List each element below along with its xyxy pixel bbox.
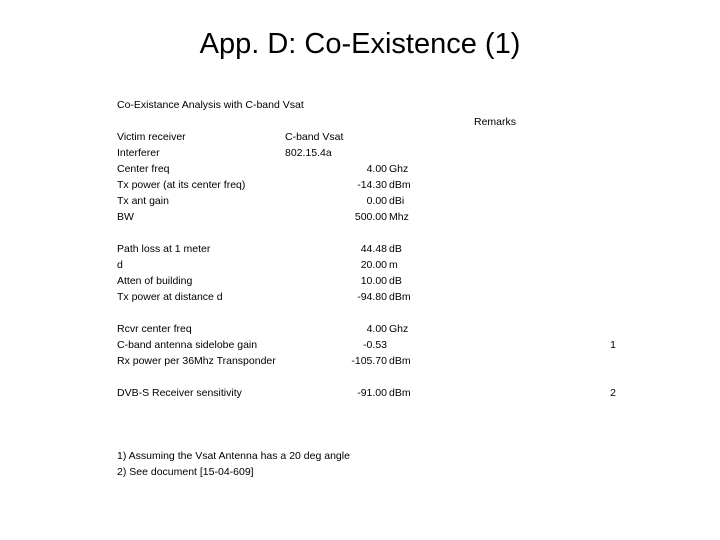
row-ref-receiver-sensitivity: 2 bbox=[610, 387, 616, 399]
remarks-header: Remarks bbox=[474, 116, 517, 128]
row-unit-distance: m bbox=[389, 259, 398, 271]
row-unit-center-freq: Ghz bbox=[389, 163, 409, 175]
row-value-rx-power: -105.70 bbox=[351, 355, 387, 367]
row-label-receiver-sensitivity: DVB-S Receiver sensitivity bbox=[117, 387, 242, 399]
row-label-interferer: Interferer bbox=[117, 147, 160, 159]
row-ref-sidelobe-gain: 1 bbox=[610, 339, 616, 351]
row-value-victim-receiver: C-band Vsat bbox=[285, 131, 344, 143]
row-label-victim-receiver: Victim receiver bbox=[117, 131, 186, 143]
row-unit-receiver-sensitivity: dBm bbox=[389, 387, 411, 399]
row-label-rcvr-center-freq: Rcvr center freq bbox=[117, 323, 192, 335]
row-unit-building-attenuation: dB bbox=[389, 275, 402, 287]
row-label-bw: BW bbox=[117, 211, 134, 223]
row-unit-rcvr-center-freq: Ghz bbox=[389, 323, 409, 335]
footnote-2: 2) See document [15-04-609] bbox=[117, 466, 254, 478]
row-value-rcvr-center-freq: 4.00 bbox=[366, 323, 387, 335]
row-unit-tx-power-at-distance: dBm bbox=[389, 291, 411, 303]
row-label-rx-power: Rx power per 36Mhz Transponder bbox=[117, 355, 276, 367]
row-unit-path-loss: dB bbox=[389, 243, 402, 255]
table-heading: Co-Existance Analysis with C-band Vsat bbox=[117, 99, 304, 111]
row-unit-rx-power: dBm bbox=[389, 355, 411, 367]
row-label-building-attenuation: Atten of building bbox=[117, 275, 193, 287]
slide-title: App. D: Co-Existence (1) bbox=[199, 28, 521, 60]
row-unit-bw: Mhz bbox=[389, 211, 409, 223]
row-value-tx-ant-gain: 0.00 bbox=[366, 195, 387, 207]
row-value-building-attenuation: 10.00 bbox=[360, 275, 387, 287]
row-value-distance: 20.00 bbox=[360, 259, 387, 271]
row-value-interferer: 802.15.4a bbox=[285, 147, 332, 159]
row-unit-tx-ant-gain: dBi bbox=[389, 195, 405, 207]
row-label-path-loss: Path loss at 1 meter bbox=[117, 243, 211, 255]
row-value-tx-power: -14.30 bbox=[357, 179, 387, 191]
row-label-tx-ant-gain: Tx ant gain bbox=[117, 195, 169, 207]
row-value-center-freq: 4.00 bbox=[366, 163, 387, 175]
row-value-sidelobe-gain: -0.53 bbox=[363, 339, 387, 351]
footnote-1: 1) Assuming the Vsat Antenna has a 20 deg angle bbox=[117, 450, 350, 462]
row-value-tx-power-at-distance: -94.80 bbox=[357, 291, 387, 303]
row-label-tx-power-at-distance: Tx power at distance d bbox=[117, 291, 223, 303]
row-value-receiver-sensitivity: -91.00 bbox=[357, 387, 387, 399]
row-label-tx-power: Tx power (at its center freq) bbox=[117, 179, 246, 191]
row-label-distance: d bbox=[117, 259, 123, 271]
row-unit-tx-power: dBm bbox=[389, 179, 411, 191]
row-label-sidelobe-gain: C-band antenna sidelobe gain bbox=[117, 339, 258, 351]
row-value-path-loss: 44.48 bbox=[360, 243, 387, 255]
row-label-center-freq: Center freq bbox=[117, 163, 170, 175]
row-value-bw: 500.00 bbox=[354, 211, 387, 223]
